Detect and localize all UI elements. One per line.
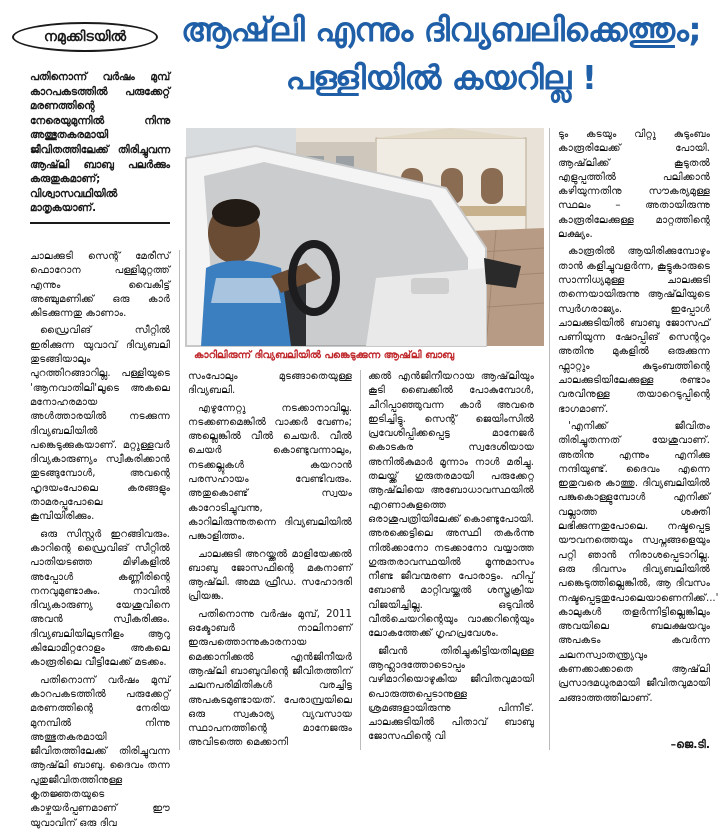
column-1 (30, 250, 170, 834)
column-4-paragraph: കാരൂരിൽ ആയിരിക്കുമ്പോഴും താൻ കളിച്ചുവളർന്ന, കൂട്ടുകാരുടെ സാന്നിധ്യമുള്ള ചാലക്കുടി തന്നെയായിരുന്നു ആഷ്‌ലിയുടെ സ്വർഗരാജ്യം. ഇപ്പോൾ ചാലക്കുടിയിൽ ബാബു ജോസഫ് പണിയുന്ന ഷോപ്പിങ് സെന്ററും അതിനു മുകളിൽ ഒരുക്കുന്ന ഫ്ലാറ്റും കുടുംബത്തിന്റെ ചാലക്കുടിയിലേക്കുള്ള രണ്ടാം വരവിനുള്ള തയാറെടുപ്പിന്റെ ഭാഗമാണ്. (558, 246, 710, 415)
column-2-paragraph: സംപോലും മുടങ്ങാതെയുള്ള ദിവ്യബലി. (188, 371, 352, 397)
column-3-paragraph: ജീവൻ തിരിച്ചുകിട്ടിയതിലുള്ള ആഹ്ലാദത്തോടൊപ്പം വഴിമാറിയൊഴുകിയ ജീവിതവുമായി പൊരുത്തപ്പെടാനുള്ള ശ്രമങ്ങളായിരുന്നു പിന്നീട്. ചാലക്കുടിയിൽ പിതാവ് ബാബു ജോസഫിന്റെ വി (368, 645, 534, 743)
column-divider (549, 128, 550, 750)
headline-line-2: പള്ളിയിൽ കയറില്ല ! (285, 58, 597, 97)
byline: –ജെ.ടി. (670, 738, 710, 751)
intro-blurb: പതിനൊന്ന് വർഷം മുമ്പ് കാറപകടത്തിൽ പരുക്കേറ്റ് മരണത്തിന്റെ നേരെയുമുന്നിൽ നിന്നു അത്ഭുതകരമായി ജീവിതത്തിലേക്ക് തിരിച്ചുവന്ന ആഷ്‌ലി ബാബു പലർക്കും കരുതുകമാണ്; വിശ്വാസവഥിയിൽ മാതൃകയാണ്. (30, 71, 170, 215)
column-1-paragraph: ചാലക്കുടി സെന്റ് മേരീസ് ഫൊറോന പള്ളിമുറ്റത്ത് എന്നും വൈകിട്ട് അഞ്ചുമണിക്ക് ഒരു കാർ കിടക്കുന്നതു കാണാം. (30, 251, 170, 320)
photo-caption: കാറിലിരുന്ന് ദിവ്യബലിയിൽ പങ്കെടുക്കുന്ന ആഷ്‌ലി ബാബു (194, 350, 455, 361)
column-divider (360, 370, 361, 750)
headline (176, 6, 706, 102)
section-badge-label: നമുക്കിടയിൽ (43, 29, 127, 45)
column-3 (368, 370, 534, 748)
column-4-paragraph: 'എനിക്ക് ജീവിതം തിരിച്ചുതന്നത് യേശുവാണ്. അതിനു എന്നും എനിക്കു നന്ദിയുണ്ട്. ദൈവം എന്നെ ഇതുവരെ കാത്തു. ദിവ്യബലിയിൽ പങ്കുകൊള്ളുമ്പോൾ എനിക്ക് വല്ലാത്ത ശക്തി ലഭിക്കുന്നതുപോലെ. നഷ്ടപ്പെട്ട യൗവനത്തെയും സ്വപ്നങ്ങളെയും പറ്റി ഞാൻ നിരാശപ്പെടാറില്ല. ഒരു ദിവസം ദിവ്യബലിയിൽ പങ്കെടുത്തില്ലെങ്കിൽ, ആ ദിവസം നഷ്ടപ്പെട്ടതുപോലെയാണെനിക്ക്...' കാലുകൾ തളർന്നിട്ടില്ലെങ്കിലും അവയിലെ ബലക്ഷയവും അപകടം കവർന്ന ചലനസ്വാതന്ത്ര്യവും കണക്കാക്കാതെ ആഷ്‌ലി പ്രസാദമധുരമായി ജീവിതവുമായി ചങ്ങാത്തത്തിലാണ്. (558, 420, 719, 704)
section-badge (12, 22, 158, 52)
photo-illustration (186, 128, 544, 346)
column-1-paragraph: പതിനൊന്ന് വർഷം മുമ്പ് കാറപകടത്തിൽ പരുക്കേറ്റ് മരണത്തിന്റെ നേരിയ മുനമ്പിൽ നിന്നു അത്ഭുതകരമായി ജീവിതത്തിലേക്ക് തിരിച്ചുവന്ന ആഷ്‌ലി ബാബു. ദൈവം തന്ന പുതുജീവിതത്തിനുള്ള കൃതജ്ഞതയുടെ കാഴ്ചയർപ്പണമാണ് ഈ യുവാവിന് ഒരു ദിവ (30, 674, 170, 829)
column-divider (179, 250, 180, 750)
column-4-paragraph: ടും കടയും വിറ്റു കുടുംബം കാരൂരിലേക്ക് പോയി. ആഷ്‌ലിക്ക് കൂടുതൽ എളുപ്പത്തിൽ പലിക്കാൻ കഴിയുന്നതിനു സൗകര്യമുള്ള സ്ഥലം – അതായിരുന്നു കാരൂരിലേക്കുള്ള മാറ്റത്തിന്റെ ലക്ഷ്യം. (558, 129, 710, 241)
column-2-paragraph: എഴുന്നേറ്റു നടക്കാനാവില്ല. നടക്കണമെങ്കിൽ വാക്കർ വേണം; അല്ലെങ്കിൽ വീൽ ചെയർ. വീൽ ചെയർ കൊണ്ടുവന്നാലും, നടക്കല്ലുകൾ കയറാൻ പരസഹായം വേണ്ടിവരും. അതുകൊണ്ട് സ്വയം കാറോടിച്ചുവന്നു, കാറിലിരുന്നുതന്നെ ദിവ്യബലിയിൽ പങ്കാളിത്തം. (188, 402, 352, 543)
column-3-paragraph: ക്കൽ എൻജിനീയറായ ആഷ്‌ലിയും കൂടി ബൈക്കിൽ പോകുമ്പോൾ, ചീറിപ്പാഞ്ഞുവന്ന കാർ അവരെ ഇടിച്ചിട്ടു. സെന്റ് ജെയിംസിൽ പ്രവേശിപ്പിക്കപ്പെട്ട മാനേജർ കൊടകര സ്വദേശിയായ അനിൽകുമാർ മൂന്നാം നാൾ മരിച്ചു. തലയ്ക്ക് ഗുരുതരമായി പരുക്കേറ്റ ആഷ്‌ലിയെ അബോധാവസ്ഥയിൽ എറണാകുളത്തെ ഒരാശുപത്രിയിലേക്ക് കൊണ്ടുപോയി. അരക്കെട്ടിലെ അസ്ഥി തകർന്നു നിൽക്കാനോ നടക്കാനോ വയ്യാത്ത ഗുരുതരാവസ്ഥയിൽ മൂന്നുമാസം നീണ്ട ജീവന്മരണ പോരാട്ടം. ഹിപ്പ് ബോൺ മാറ്റിവയ്ക്കൽ ശസ്ത്രക്രിയ വിജയിച്ചില്ല. ഒടുവിൽ വീൽചെയറിന്റെയും വാക്കറിന്റെയും ലോകത്തേക്ക് ഗൃഹപ്രവേശം. (368, 371, 534, 640)
column-1-paragraph: ഒരു സിസ്റ്റർ ഇറങ്ങിവരും. കാറിന്റെ ഡ്രൈവിങ് സീറ്റിൽ പാതിയടഞ്ഞ മിഴികളിൽ അപ്പോൾ കണ്ണീരിന്റെ നനവുമുണ്ടാകും. നാവിൽ ദിവ്യകാരുണ്യ യേശുവിനെ അവൻ സ്വീകരിക്കും. ദിവ്യബലിയിലുടനീളം ആറു കിലോമീറ്ററോളം അകലെ കാരൂരിലെ വീട്ടിലേക്ക് മടക്കം. (30, 528, 170, 669)
column-4 (558, 128, 719, 709)
column-2-paragraph: ചാലക്കുടി അറയ്ക്കൽ മാളിയേക്കൽ ബാബു ജോസഫിന്റെ മകനാണ് ആഷ്‌ലി. അമ്മ ഫ്രീഡ. സഹോദരി പ്രിയങ്ക. (188, 548, 352, 603)
intro-divider (30, 222, 170, 224)
headline-line-1: ആഷ്‌ലി എന്നും ദിവ്യബലിക്കെത്തും; (180, 10, 702, 49)
column-2 (188, 370, 352, 754)
column-2-paragraph: പതിനൊന്നു വർഷം മുമ്പ്, 2011 ഒക്ടോബർ നാലിനാണ് ഇരുപത്തൊന്നുകാരനായ മെക്കാനിക്കൽ എൻജിനീയർ ആഷ്‌ലി ബാബുവിന്റെ ജീവിതത്തിന് ചലനപരിമിതികൾ വരച്ചിട്ട അപകടമുണ്ടായത്. പേരാമ്പ്രയിലെ ഒരു സ്വകാര്യ വ്യവസായ സ്ഥാപനത്തിന്റെ മാനേജരും അവിടത്തെ മെക്കാനി (188, 608, 352, 749)
article-photo (186, 128, 544, 346)
column-1-paragraph: ഡ്രൈവിങ് സീറ്റിൽ ഇരിക്കുന്ന യുവാവ് ദിവ്യബലി തുടങ്ങിയാലും പുറത്തിറങ്ങാറില്ല. പള്ളിയുടെ 'ആനവാതിലി'ലൂടെ അകലെ മനോഹരമായ അൾത്താരയിൽ നടക്കുന്ന ദിവ്യബലിയിൽ പങ്കെടുക്കുകയാണ്. മറ്റുള്ളവർ ദിവ്യകാരുണ്യം സ്വീകരിക്കാൻ തുടങ്ങുമ്പോൾ, അവന്റെ ഹൃദയംപോലെ കരങ്ങളും താമരപ്പൂപോലെ കൂമ്പിയിരിക്കും. (30, 325, 170, 523)
